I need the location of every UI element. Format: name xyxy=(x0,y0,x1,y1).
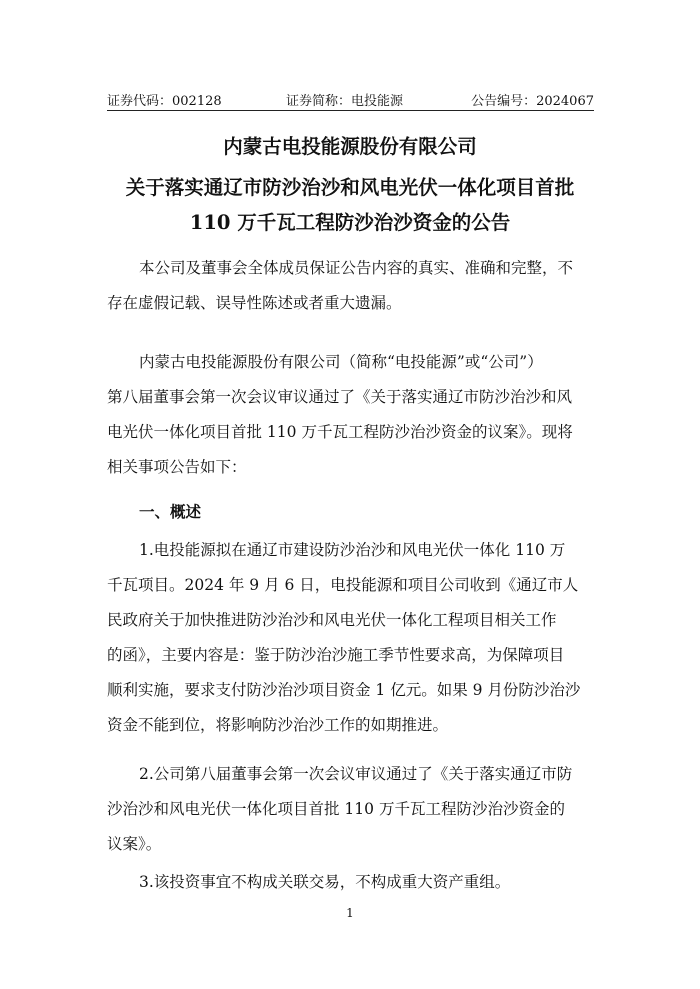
stock-code: 证券代码：002128 xyxy=(107,94,222,109)
item-1-line: 的函》，主要内容是：鉴于防沙治沙施工季节性要求高，为保障项目 xyxy=(107,646,565,664)
statement-line: 存在虚假记载、误导性陈述或者重大遗漏。 xyxy=(107,294,402,312)
item-1-line: 1.电投能源拟在通辽市建设防沙治沙和风电光伏一体化 110 万 xyxy=(139,541,566,559)
title-line-2: 关于落实通辽市防沙治沙和风电光伏一体化项目首批 xyxy=(125,176,575,199)
item-3-line: 3.该投资事宜不构成关联交易，不构成重大资产重组。 xyxy=(139,873,511,891)
intro-line: 内蒙古电投能源股份有限公司（简称“电投能源”或“公司”） xyxy=(139,353,543,371)
item-1-line: 资金不能到位，将影响防沙治沙工作的如期推进。 xyxy=(107,716,449,734)
document-header xyxy=(107,90,594,111)
item-1-line: 千瓦项目。2024 年 9 月 6 日，电投能源和项目公司收到《通辽市人 xyxy=(107,576,579,594)
item-2-line: 2.公司第八届董事会第一次会议审议通过了《关于落实通辽市防 xyxy=(139,765,573,783)
announcement-number: 公告编号：2024067 xyxy=(471,94,594,109)
stock-abbreviation: 证券简称：电投能源 xyxy=(286,94,404,109)
item-1-line: 顺利实施，要求支付防沙治沙项目资金 1 亿元。如果 9 月份防沙治沙 xyxy=(107,681,581,699)
section-heading: 一、概述 xyxy=(139,502,202,521)
item-2-line: 议案》。 xyxy=(107,835,162,853)
intro-line: 第八届董事会第一次会议审议通过了《关于落实通辽市防沙治沙和风 xyxy=(107,388,573,406)
title-line-3: 110 万千瓦工程防沙治沙资金的公告 xyxy=(189,211,511,234)
intro-line: 相关事项公告如下： xyxy=(107,458,247,476)
intro-line: 电光伏一体化项目首批 110 万千瓦工程防沙治沙资金的议案》。现将 xyxy=(107,423,573,441)
statement-line: 本公司及董事会全体成员保证公告内容的真实、准确和完整，不 xyxy=(139,259,574,277)
item-2-line: 沙治沙和风电光伏一体化项目首批 110 万千瓦工程防沙治沙资金的 xyxy=(107,800,565,818)
title-company: 内蒙古电投能源股份有限公司 xyxy=(223,135,477,158)
item-1-line: 民政府关于加快推进防沙治沙和风电光伏一体化工程项目相关工作 xyxy=(107,611,557,629)
page-number: 1 xyxy=(346,906,354,920)
